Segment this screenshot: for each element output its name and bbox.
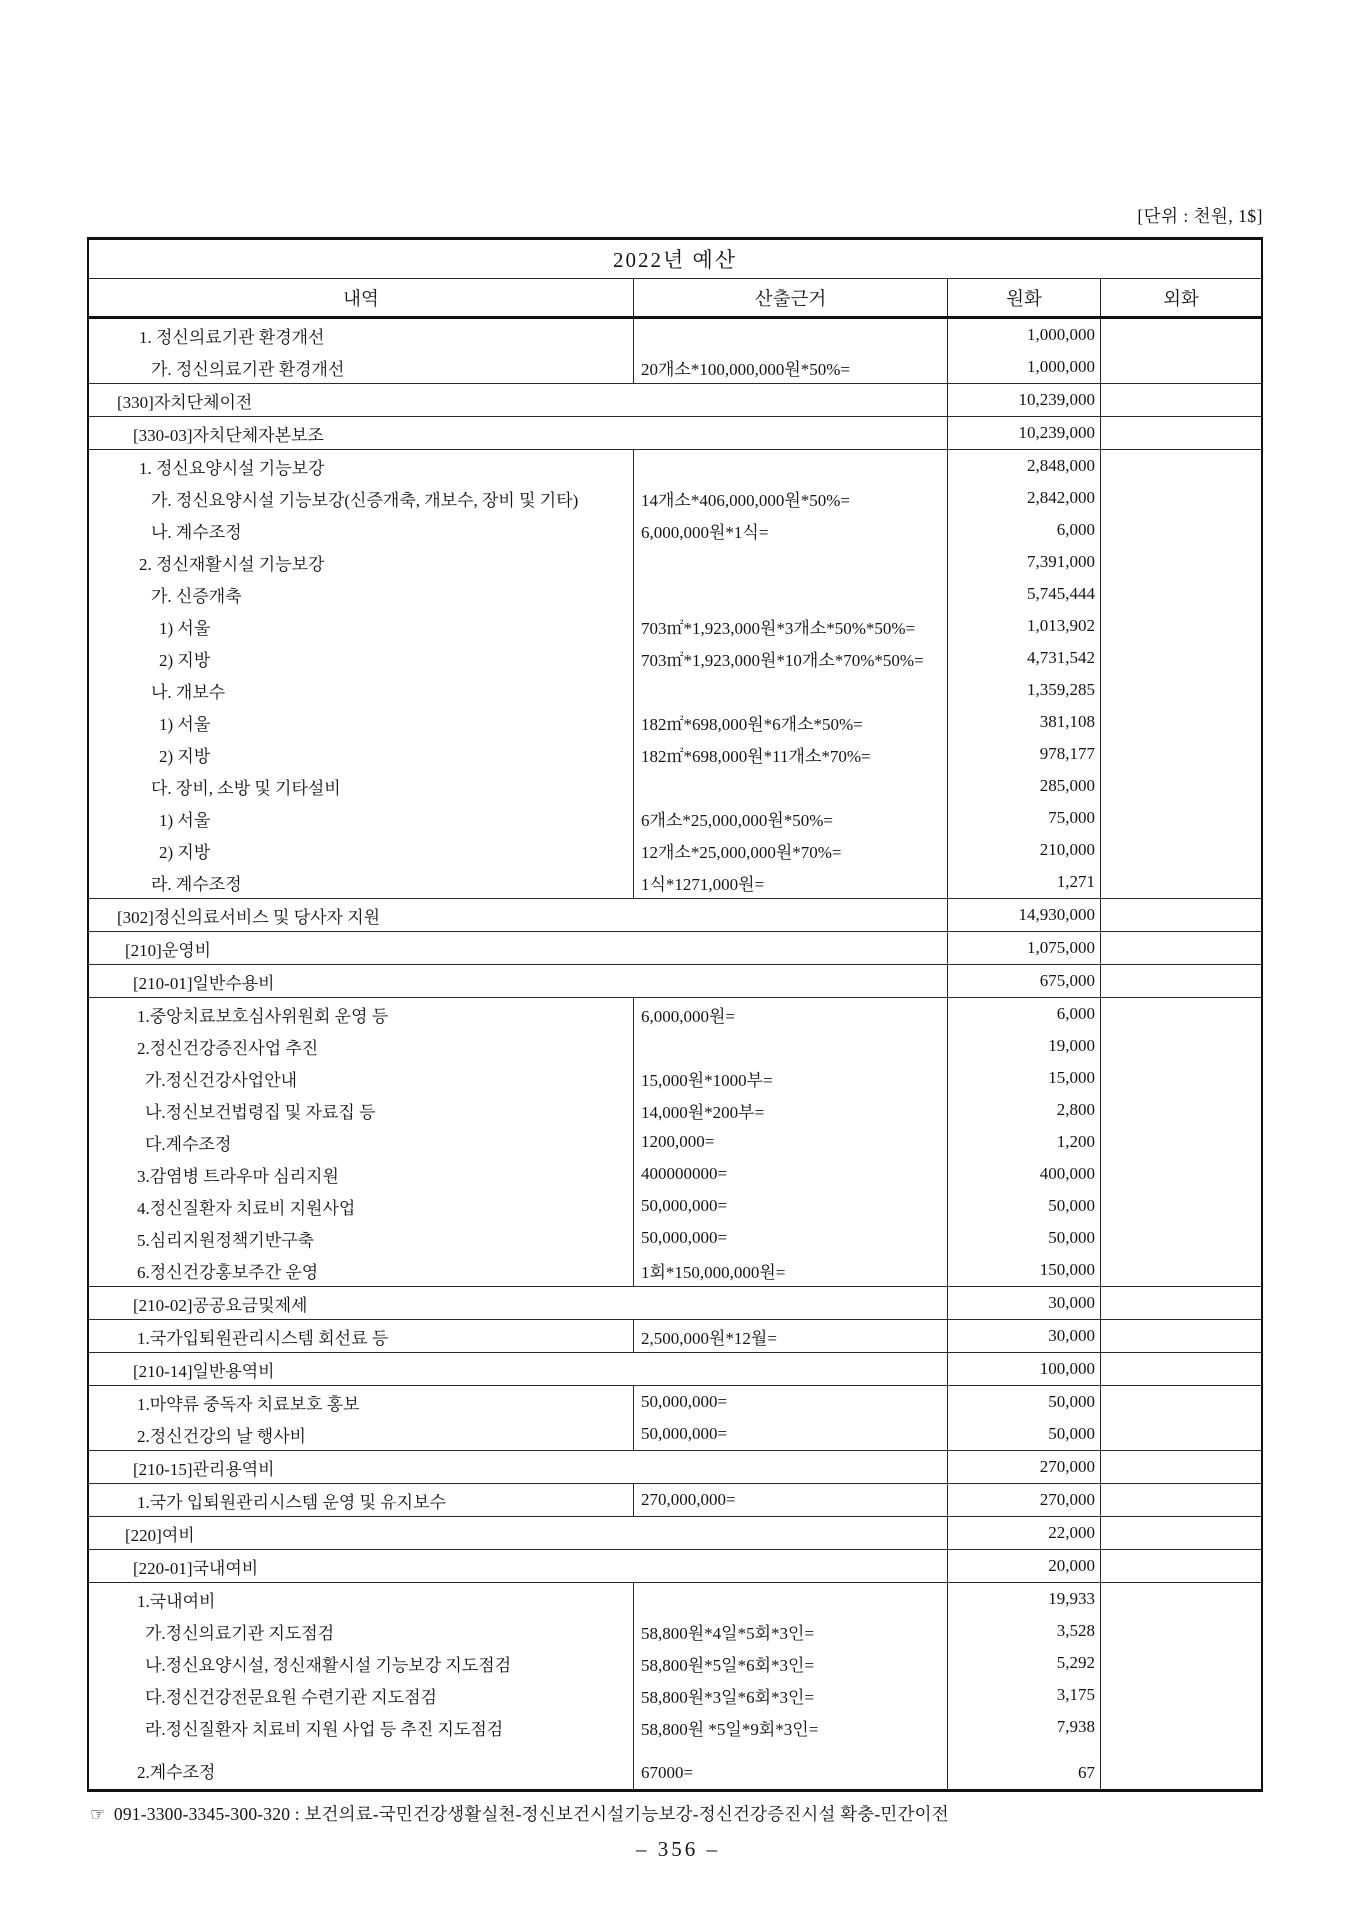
krw-amount-cell: 50,000 [948,1418,1101,1450]
table-block [89,1582,1261,1789]
item-label-cell: 나.정신요양시설, 정신재활시설 기능보강 지도점검 [89,1647,634,1679]
table-block [89,383,1261,416]
calc-basis-cell: 12개소*25,000,000원*70%= [634,834,948,866]
item-label-cell: 2. 정신재활시설 기능보강 [89,546,634,578]
calc-basis-cell: 58,800원*4일*5회*3인= [634,1615,948,1647]
item-label-cell: 2.정신건강증진사업 추진 [89,1030,634,1062]
table-row [89,1126,1261,1158]
calc-basis-cell: 6개소*25,000,000원*50%= [634,802,948,834]
item-label-cell: [302]정신의료서비스 및 당사자 지원 [89,899,948,931]
table-row [89,998,1261,1030]
table-row [89,514,1261,546]
footer-note-text: 091-3300-3345-300-320 : 보건의료-국민건강생활실천-정신보건시설기능보강-정신건강증진시설 확충-민간이전 [113,1804,949,1824]
krw-amount-cell: 100,000 [948,1353,1101,1385]
item-label-cell: 가. 정신의료기관 환경개선 [89,351,634,383]
table-row [89,546,1261,578]
table-row [89,1320,1261,1352]
footer-note [90,1801,949,1826]
table-row [89,1484,1261,1516]
calc-basis-cell: 58,800원*3일*6회*3인= [634,1679,948,1711]
fx-amount-cell [1101,1190,1261,1222]
krw-amount-cell: 6,000 [948,514,1101,546]
krw-amount-cell: 381,108 [948,706,1101,738]
krw-amount-cell: 7,938 [948,1711,1101,1743]
krw-amount-cell: 14,930,000 [948,899,1101,931]
item-label-cell: 다.계수조정 [89,1126,634,1158]
fx-amount-cell [1101,1062,1261,1094]
item-label-cell: 가.정신의료기관 지도점검 [89,1615,634,1647]
fx-amount-cell [1101,770,1261,802]
fx-amount-cell [1101,932,1261,964]
table-row [89,1190,1261,1222]
calc-basis-cell: 50,000,000= [634,1418,948,1450]
fx-amount-cell [1101,802,1261,834]
table-row [89,1386,1261,1418]
item-label-cell: 5.심리지원정책기반구축 [89,1222,634,1254]
krw-amount-cell: 1,075,000 [948,932,1101,964]
calc-basis-cell: 14개소*406,000,000원*50%= [634,482,948,514]
table-row [89,932,1261,964]
fx-amount-cell [1101,1679,1261,1711]
krw-amount-cell: 1,200 [948,1126,1101,1158]
fx-amount-cell [1101,1094,1261,1126]
krw-amount-cell: 2,842,000 [948,482,1101,514]
calc-basis-cell: 1식*1271,000원= [634,866,948,898]
krw-amount-cell: 270,000 [948,1451,1101,1483]
krw-amount-cell: 3,528 [948,1615,1101,1647]
item-label-cell: 2) 지방 [89,642,634,674]
calc-basis-cell [634,1583,948,1615]
krw-amount-cell: 270,000 [948,1484,1101,1516]
table-row [89,770,1261,802]
item-label-cell: 6.정신건강홍보주간 운영 [89,1254,634,1286]
krw-amount-cell: 30,000 [948,1320,1101,1352]
table-header [89,279,1261,319]
table-block [89,1450,1261,1483]
krw-amount-cell: 19,000 [948,1030,1101,1062]
fx-amount-cell [1101,1550,1261,1582]
calc-basis-cell: 6,000,000원= [634,998,948,1030]
fx-amount-cell [1101,514,1261,546]
krw-amount-cell: 1,359,285 [948,674,1101,706]
krw-amount-cell: 75,000 [948,802,1101,834]
item-label-cell: 다. 장비, 소방 및 기타설비 [89,770,634,802]
calc-basis-cell: 1회*150,000,000원= [634,1254,948,1286]
fx-amount-cell [1101,834,1261,866]
table-row [89,1550,1261,1582]
krw-amount-cell: 20,000 [948,1550,1101,1582]
table-row [89,1743,1261,1789]
unit-label: [단위 : 천원, 1$] [1137,206,1263,226]
table-block [89,997,1261,1286]
page-number: – 356 – [636,1837,720,1861]
table-row [89,1679,1261,1711]
fx-amount-cell [1101,1254,1261,1286]
table-row [89,1517,1261,1549]
fx-amount-cell [1101,417,1261,449]
krw-amount-cell: 1,271 [948,866,1101,898]
table-block [89,898,1261,931]
item-label-cell: 2) 지방 [89,834,634,866]
item-label-cell: [220]여비 [89,1517,948,1549]
col-header-fx: 외화 [1163,289,1199,310]
krw-amount-cell: 2,848,000 [948,450,1101,482]
krw-amount-cell: 50,000 [948,1386,1101,1418]
krw-amount-cell: 1,000,000 [948,319,1101,351]
krw-amount-cell: 50,000 [948,1190,1101,1222]
fx-amount-cell [1101,1287,1261,1319]
item-label-cell: 1) 서울 [89,610,634,642]
table-row [89,866,1261,898]
table-row [89,802,1261,834]
table-row [89,351,1261,383]
item-label-cell: [330]자치단체이전 [89,384,948,416]
fx-amount-cell [1101,1647,1261,1679]
krw-amount-cell: 5,292 [948,1647,1101,1679]
table-row [89,965,1261,997]
krw-amount-cell: 1,000,000 [948,351,1101,383]
fx-amount-cell [1101,706,1261,738]
calc-basis-cell: 14,000원*200부= [634,1094,948,1126]
table-block [89,1286,1261,1319]
table-row [89,1158,1261,1190]
table-block [89,1352,1261,1385]
calc-basis-cell: 20개소*100,000,000원*50%= [634,351,948,383]
table-row [89,482,1261,514]
item-label-cell: 가. 정신요양시설 기능보강(신증개축, 개보수, 장비 및 기타) [89,482,634,514]
fx-amount-cell [1101,450,1261,482]
fx-amount-cell [1101,674,1261,706]
calc-basis-cell: 6,000,000원*1식= [634,514,948,546]
calc-basis-cell: 270,000,000= [634,1484,948,1516]
fx-amount-cell [1101,1418,1261,1450]
item-label-cell: [210-02]공공요금및제세 [89,1287,948,1319]
fx-amount-cell [1101,998,1261,1030]
item-label-cell: [210-15]관리용역비 [89,1451,948,1483]
item-label-cell: 2.정신건강의 날 행사비 [89,1418,634,1450]
item-label-cell: 1) 서울 [89,706,634,738]
table-block [89,319,1261,383]
krw-amount-cell: 10,239,000 [948,417,1101,449]
fx-amount-cell [1101,1517,1261,1549]
table-row [89,706,1261,738]
krw-amount-cell: 10,239,000 [948,384,1101,416]
table-row [89,384,1261,416]
item-label-cell: 1.국가입퇴원관리시스템 회선료 등 [89,1320,634,1352]
krw-amount-cell: 2,800 [948,1094,1101,1126]
calc-basis-cell: 703㎡*1,923,000원*3개소*50%*50%= [634,610,948,642]
table-body [89,319,1261,1789]
table-row [89,319,1261,351]
pointing-hand-icon: ☞ [90,1804,106,1824]
krw-amount-cell: 22,000 [948,1517,1101,1549]
calc-basis-cell: 2,500,000원*12월= [634,1320,948,1352]
table-row [89,1711,1261,1743]
fx-amount-cell [1101,1158,1261,1190]
table-row [89,578,1261,610]
fx-amount-cell [1101,1484,1261,1516]
item-label-cell: 1) 서울 [89,802,634,834]
table-row [89,1418,1261,1450]
table-block [89,931,1261,964]
item-label-cell: 2.계수조정 [89,1743,634,1789]
fx-amount-cell [1101,738,1261,770]
table-block [89,449,1261,898]
krw-amount-cell: 285,000 [948,770,1101,802]
item-label-cell: 1.중앙치료보호심사위원회 운영 등 [89,998,634,1030]
calc-basis-cell: 58,800원 *5일*9회*3인= [634,1711,948,1743]
calc-basis-cell [634,319,948,351]
calc-basis-cell [634,1030,948,1062]
item-label-cell: [210-01]일반수용비 [89,965,948,997]
calc-basis-cell: 182㎡*698,000원*6개소*50%= [634,706,948,738]
krw-amount-cell: 15,000 [948,1062,1101,1094]
table-row [89,899,1261,931]
fx-amount-cell [1101,1386,1261,1418]
table-row [89,610,1261,642]
item-label-cell: 1.마약류 중독자 치료보호 홍보 [89,1386,634,1418]
calc-basis-cell [634,674,948,706]
table-row [89,1615,1261,1647]
item-label-cell: 나.정신보건법령집 및 자료집 등 [89,1094,634,1126]
krw-amount-cell: 210,000 [948,834,1101,866]
table-row [89,738,1261,770]
fx-amount-cell [1101,1615,1261,1647]
krw-amount-cell: 5,745,444 [948,578,1101,610]
item-label-cell: [210]운영비 [89,932,948,964]
krw-amount-cell: 30,000 [948,1287,1101,1319]
fx-amount-cell [1101,351,1261,383]
table-row [89,417,1261,449]
calc-basis-cell: 50,000,000= [634,1190,948,1222]
table-block [89,1319,1261,1352]
table-title: 2022년 예산 [89,240,1261,279]
table-block [89,1516,1261,1549]
table-block [89,1483,1261,1516]
item-label-cell: 4.정신질환자 치료비 지원사업 [89,1190,634,1222]
fx-amount-cell [1101,1451,1261,1483]
table-row [89,834,1261,866]
item-label-cell: 3.감염병 트라우마 심리지원 [89,1158,634,1190]
table-row [89,1030,1261,1062]
item-label-cell: 다.정신건강전문요원 수련기관 지도점검 [89,1679,634,1711]
table-row [89,1647,1261,1679]
krw-amount-cell: 50,000 [948,1222,1101,1254]
calc-basis-cell: 67000= [634,1743,948,1789]
fx-amount-cell [1101,1222,1261,1254]
table-row [89,1451,1261,1483]
calc-basis-cell [634,770,948,802]
table-block [89,416,1261,449]
item-label-cell: 나. 계수조정 [89,514,634,546]
item-label-cell: 2) 지방 [89,738,634,770]
table-row [89,1254,1261,1286]
calc-basis-cell: 400000000= [634,1158,948,1190]
fx-amount-cell [1101,578,1261,610]
krw-amount-cell: 675,000 [948,965,1101,997]
table-row [89,1287,1261,1319]
item-label-cell: 1.국가 입퇴원관리시스템 운영 및 유지보수 [89,1484,634,1516]
calc-basis-cell: 1200,000= [634,1126,948,1158]
calc-basis-cell [634,546,948,578]
calc-basis-cell: 50,000,000= [634,1222,948,1254]
fx-amount-cell [1101,384,1261,416]
table-row [89,1062,1261,1094]
krw-amount-cell: 7,391,000 [948,546,1101,578]
fx-amount-cell [1101,866,1261,898]
fx-amount-cell [1101,1320,1261,1352]
table-row [89,1222,1261,1254]
fx-amount-cell [1101,319,1261,351]
fx-amount-cell [1101,1353,1261,1385]
item-label-cell: 라. 계수조정 [89,866,634,898]
calc-basis-cell [634,450,948,482]
item-label-cell: 라.정신질환자 치료비 지원 사업 등 추진 지도점검 [89,1711,634,1743]
krw-amount-cell: 400,000 [948,1158,1101,1190]
table-row [89,1353,1261,1385]
table-block [89,1549,1261,1582]
fx-amount-cell [1101,965,1261,997]
item-label-cell: 1. 정신요양시설 기능보강 [89,450,634,482]
krw-amount-cell: 67 [948,1743,1101,1789]
fx-amount-cell [1101,546,1261,578]
krw-amount-cell: 4,731,542 [948,642,1101,674]
calc-basis-cell: 15,000원*1000부= [634,1062,948,1094]
fx-amount-cell [1101,482,1261,514]
item-label-cell: 나. 개보수 [89,674,634,706]
item-label-cell: [210-14]일반용역비 [89,1353,948,1385]
table-row [89,1094,1261,1126]
calc-basis-cell [634,578,948,610]
fx-amount-cell [1101,642,1261,674]
krw-amount-cell: 978,177 [948,738,1101,770]
fx-amount-cell [1101,1126,1261,1158]
krw-amount-cell: 3,175 [948,1679,1101,1711]
calc-basis-cell: 50,000,000= [634,1386,948,1418]
krw-amount-cell: 150,000 [948,1254,1101,1286]
col-header-krw: 원화 [948,279,1101,316]
fx-amount-cell [1101,1711,1261,1743]
table-row [89,450,1261,482]
budget-table [87,237,1263,1792]
fx-amount-cell [1101,1030,1261,1062]
calc-basis-cell: 58,800원*5일*6회*3인= [634,1647,948,1679]
table-row [89,1583,1261,1615]
table-block [89,1385,1261,1450]
table-block [89,964,1261,997]
krw-amount-cell: 19,933 [948,1583,1101,1615]
krw-amount-cell: 6,000 [948,998,1101,1030]
table-row [89,642,1261,674]
item-label-cell: 가.정신건강사업안내 [89,1062,634,1094]
item-label-cell: [220-01]국내여비 [89,1550,948,1582]
table-row [89,674,1261,706]
item-label-cell: [330-03]자치단체자본보조 [89,417,948,449]
col-header-basis: 산출근거 [634,279,948,316]
col-header-item: 내역 [89,279,634,316]
fx-amount-cell [1101,610,1261,642]
fx-amount-cell [1101,1583,1261,1615]
item-label-cell: 가. 신증개축 [89,578,634,610]
fx-amount-cell [1101,899,1261,931]
calc-basis-cell: 703㎡*1,923,000원*10개소*70%*50%= [634,642,948,674]
fx-amount-cell [1101,1743,1261,1789]
item-label-cell: 1. 정신의료기관 환경개선 [89,319,634,351]
krw-amount-cell: 1,013,902 [948,610,1101,642]
item-label-cell: 1.국내여비 [89,1583,634,1615]
calc-basis-cell: 182㎡*698,000원*11개소*70%= [634,738,948,770]
